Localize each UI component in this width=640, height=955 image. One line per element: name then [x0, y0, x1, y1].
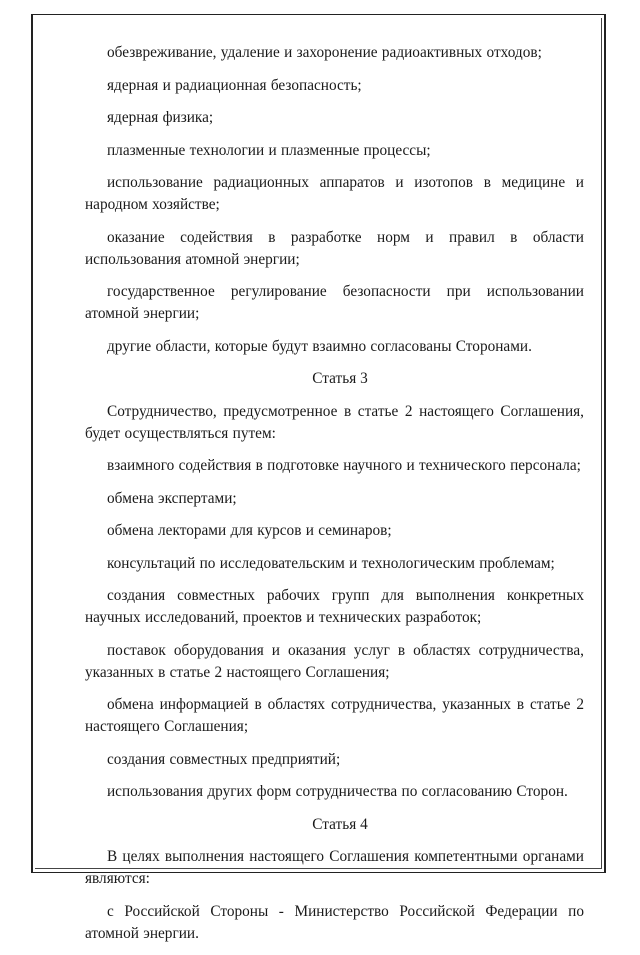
list-item: использования других форм сотрудничества по согласованию Сторон. — [107, 783, 568, 800]
list-item: обмена экспертами; — [107, 489, 237, 507]
list-item: создания совместных рабочих групп для выполнения конкретных научных исследований, проектов и технических разработок; — [85, 587, 584, 626]
article-4-heading: Статья 4 — [312, 815, 368, 833]
list-item: обезвреживание, удаление и захоронение радиоактивных отходов; — [107, 44, 542, 61]
document-body — [85, 42, 584, 955]
list-item: обмена информацией в областях сотрудничества, указанных в статье 2 настоящего Соглашения; — [85, 696, 584, 735]
list-item: использование радиационных аппаратов и изотопов в медицине и народном хозяйстве; — [85, 174, 584, 213]
list-item: другие области, которые будут взаимно согласованы Сторонами. — [107, 337, 532, 355]
list-item: взаимного содействия в подготовке научного и технического персонала; — [107, 457, 581, 474]
list-item: с Российской Стороны - Министерство Российской Федерации по атомной энергии. — [85, 902, 584, 942]
article-3-intro: Сотрудничество, предусмотренное в статье 2 настоящего Соглашения, будет осуществляться путем: — [85, 402, 584, 442]
list-item: плазменные технологии и плазменные процессы; — [107, 141, 431, 159]
list-item: создания совместных предприятий; — [107, 750, 341, 768]
article-4-intro: В целях выполнения настоящего Соглашения компетентными органами являются: — [85, 848, 584, 887]
list-item: поставок оборудования и оказания услуг в областях сотрудничества, указанных в статье 2 настоящего Соглашения; — [85, 641, 584, 681]
list-item: государственное регулирование безопасности при использовании атомной энергии; — [85, 283, 584, 322]
list-item: обмена лекторами для курсов и семинаров; — [107, 522, 392, 539]
list-item: консультаций по исследовательским и технологическим проблемам; — [107, 554, 555, 572]
list-item: оказание содействия в разработке норм и правил в области использования атомной энергии; — [85, 228, 584, 268]
list-item: ядерная физика; — [107, 109, 214, 126]
article-3-heading: Статья 3 — [312, 370, 368, 387]
list-item: ядерная и радиационная безопасность; — [107, 76, 362, 94]
